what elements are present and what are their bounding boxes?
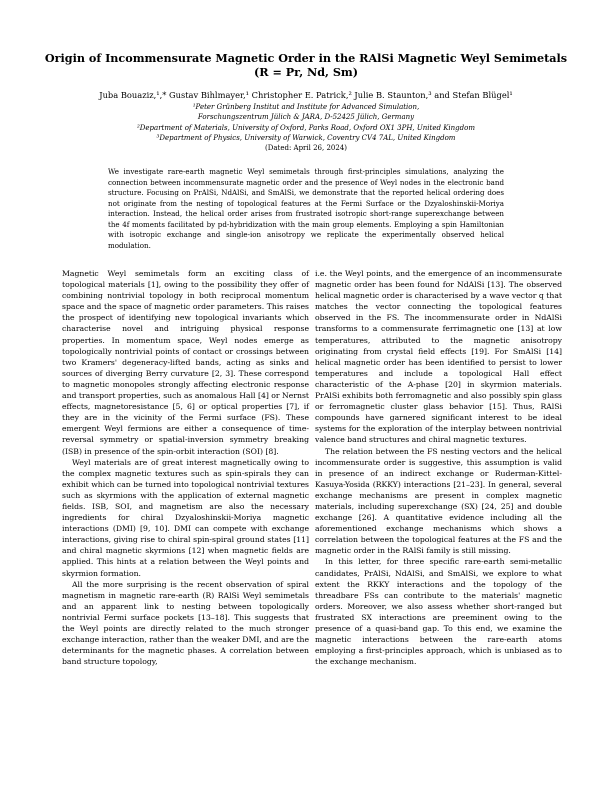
left-column: [62, 268, 309, 667]
title-line-2: (R = Pr, Nd, Sm): [253, 65, 359, 79]
affiliations: [40, 102, 572, 153]
author-list: Juba Bouaziz,¹,* Gustav Bihlmayer,¹ Christopher E. Patrick,² Julie B. Staunton,³ and Stefan Blügel¹: [99, 90, 513, 100]
right-column: [315, 268, 562, 667]
body-paragraph: All the more surprising is the recent observation of spiral magnetism in magnetic rare-earth (R) RAlSi Weyl semimetals and an apparent link to nesting between topologically nontrivial Fermi surface pockets [13–18]. This suggests that the Weyl points are directly related to the much stronger exchange interaction, rather than the weaker DMI, and are the determinants for the magnetic phases. A correlation between band structure topology,: [62, 579, 309, 667]
paper-title: [40, 51, 572, 79]
affiliation-3: ³Department of Physics, University of Warwick, Coventry CV4 7AL, United Kingdom: [156, 133, 456, 142]
body-paragraph: Magnetic Weyl semimetals form an exciting class of topological materials [1], owing to the possibility they offer of combining nontrivial topology in both reciprocal momentum space and the space of magnetic order parameters. This raises the prospect of identifying new topological invariants which characterise novel and intriguing physical response properties. In momentum space, Weyl nodes emerge as topologically nontrivial points of contact or crossings between two Kramers' degeneracy-lifted bands, acting as sinks and sources of diverging Berry curvature [2, 3]. These correspond to magnetic monopoles strongly affecting electronic response and transport properties, such as anomalous Hall [4] or Nernst effects, magnetoresistance [5, 6] or optical properties [7], if they are in the vicinity of the Fermi surface (FS). These emergent Weyl fermions are either a consequence of time-reversal symmetry or spatial-inversion symmetry breaking (ISB) in presence of the spin-orbit interaction (SOI) [8].: [62, 269, 309, 456]
abstract: We investigate rare-earth magnetic Weyl semimetals through first-principles simulations, analyzing the connection between incommensurate magnetic order and the presence of Weyl nodes in the electronic band structure. Focusing on PrAlSi, NdAlSi, and SmAlSi, we demonstrate that the reported helical ordering does not originate from the nesting of topological features at the Fermi Surface or the Dzyaloshinskii-Moriya interaction. Instead, the helical order arises from frustrated isotropic short-range superexchange between the 4f moments facilitated by pd-hybridization with the main group elements. Employing a spin Hamiltonian with isotropic exchange and single-ion anisotropy we replicate the experimentally observed helical modulation.: [108, 167, 504, 250]
body-paragraph: In this letter, for three specific rare-earth semi-metallic candidates, PrAlSi, NdAlSi, and SmAlSi, we explore to what extent the RKKY interactions and the topology of the threadbare FSs can contribute to the materials' magnetic orders. Moreover, we also assess whether short-ranged but frustrated SX interactions are preeminent owing to the presence of a quasi-band gap. To this end, we examine the magnetic interactions between the rare-earth atoms employing a first-principles approach, which is unbiased as to the exchange mechanism.: [315, 557, 562, 667]
affiliation-2: ²Department of Materials, University of Oxford, Parks Road, Oxford OX1 3PH, United Kingdom: [137, 123, 475, 132]
dated-line: (Dated: April 26, 2024): [264, 144, 348, 153]
body-paragraph: i.e. the Weyl points, and the emergence of an incommensurate magnetic order has been found for NdAlSi [13]. The observed helical magnetic order is characterised by a wave vector q that matches the vector connecting the topological features observed in the FS. The incommensurate order in NdAlSi transforms to a commensurate ferrimagnetic one [13] at low temperatures, attributed to the magnetic anisotropy originating from crystal field effects [19]. For SmAlSi [14] helical magnetic order has been identified to persist to lower temperatures and include a topological Hall effect characteristic of the A-phase [20] in skyrmion materials. PrAlSi exhibits both ferromagnetic and also possibly spin glass or ferromagnetic cluster glass behavior [15]. Thus, RAlSi compounds have garnered significant interest to be ideal systems for the exploration of the interplay between nontrivial valence band structures and chiral magnetic textures.: [315, 269, 562, 445]
body-paragraph: Weyl materials are of great interest magnetically owing to the complex magnetic textures such as spin-spirals they can exhibit which can be turned into topological nontrivial textures such as skyrmions with the application of external magnetic fields. ISB, SOI, and magnetism are also the necessary ingredients for chiral Dzyaloshinskii-Moriya magnetic interactions (DMI) [9, 10]. DMI can compete with exchange interactions, giving rise to chiral spin-spiral ground states [11] and chiral magnetic skyrmions [12] when magnetic fields are applied. This hints at a relation between the Weyl points and skyrmion formation.: [62, 457, 309, 578]
affiliation-1a: ¹Peter Grünberg Institut and Institute for Advanced Simulation,: [192, 103, 420, 111]
title-line-1: Origin of Incommensurate Magnetic Order in the RAlSi Magnetic Weyl Semimetals: [44, 51, 568, 65]
body-paragraph: The relation between the FS nesting vectors and the helical incommensurate order is suggestive, this assumption is valid in presence of an indirect exchange or Ruderman-Kittel-Kasuya-Yosida (RKKY) interactions [21–23]. In general, several exchange mechanisms are present in complex magnetic materials, including superexchange (SX) [24, 25] and double exchange [26]. A quantitative evidence including all the aforementioned exchange mechanisms which shows a correlation between the topological features at the FS and the magnetic order in the RAlSi family is still missing.: [315, 446, 562, 556]
affiliation-1b: Forschungszentrum Jülich & JARA, D-52425 Jülich, Germany: [197, 113, 415, 122]
